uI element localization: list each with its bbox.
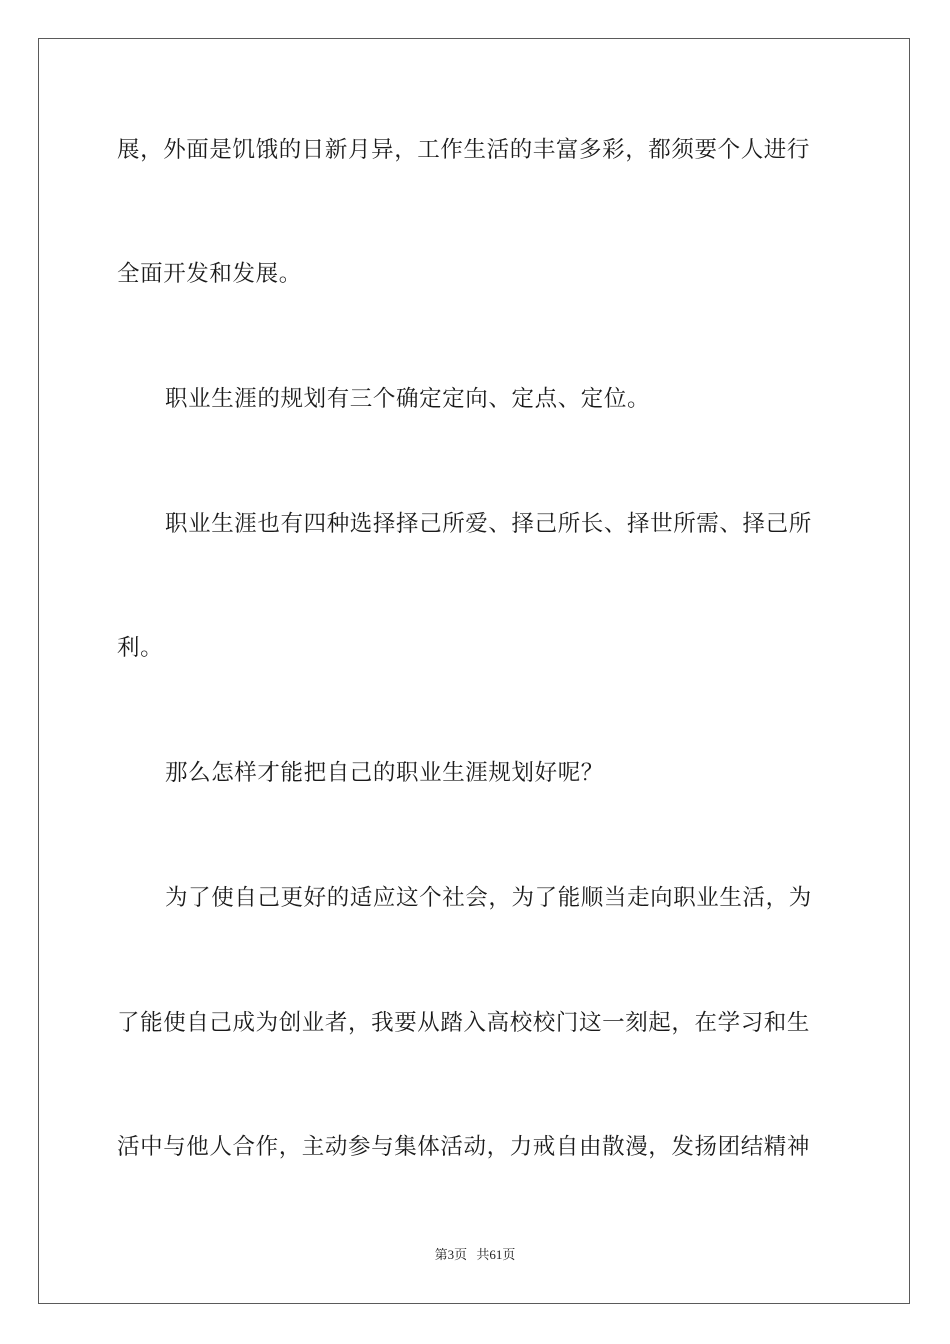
text-line: 利。 bbox=[117, 635, 164, 661]
total-pages-label: 共61页 bbox=[476, 1247, 516, 1262]
text-line: 为了使自己更好的适应这个社会，为了能顺当走向职业生活，为 bbox=[165, 885, 812, 911]
text-line: 展，外面是饥饿的日新月异，工作生活的丰富多彩，都须要个人进行 bbox=[117, 137, 811, 163]
page-footer bbox=[0, 1246, 950, 1264]
text-line: 职业生涯的规划有三个确定定向、定点、定位。 bbox=[165, 386, 651, 412]
text-line: 那么怎样才能把自己的职业生涯规划好呢？ bbox=[165, 760, 604, 786]
text-line: 职业生涯也有四种选择择己所爱、择己所长、择世所需、择己所 bbox=[165, 511, 812, 537]
text-line: 了能使自己成为创业者，我要从踏入高校校门这一刻起，在学习和生 bbox=[117, 1010, 811, 1036]
page-border bbox=[38, 38, 910, 1304]
current-page-label: 第3页 bbox=[434, 1247, 468, 1262]
text-line: 活中与他人合作，主动参与集体活动，力戒自由散漫，发扬团结精神 bbox=[117, 1134, 811, 1160]
text-line: 全面开发和发展。 bbox=[117, 261, 302, 287]
